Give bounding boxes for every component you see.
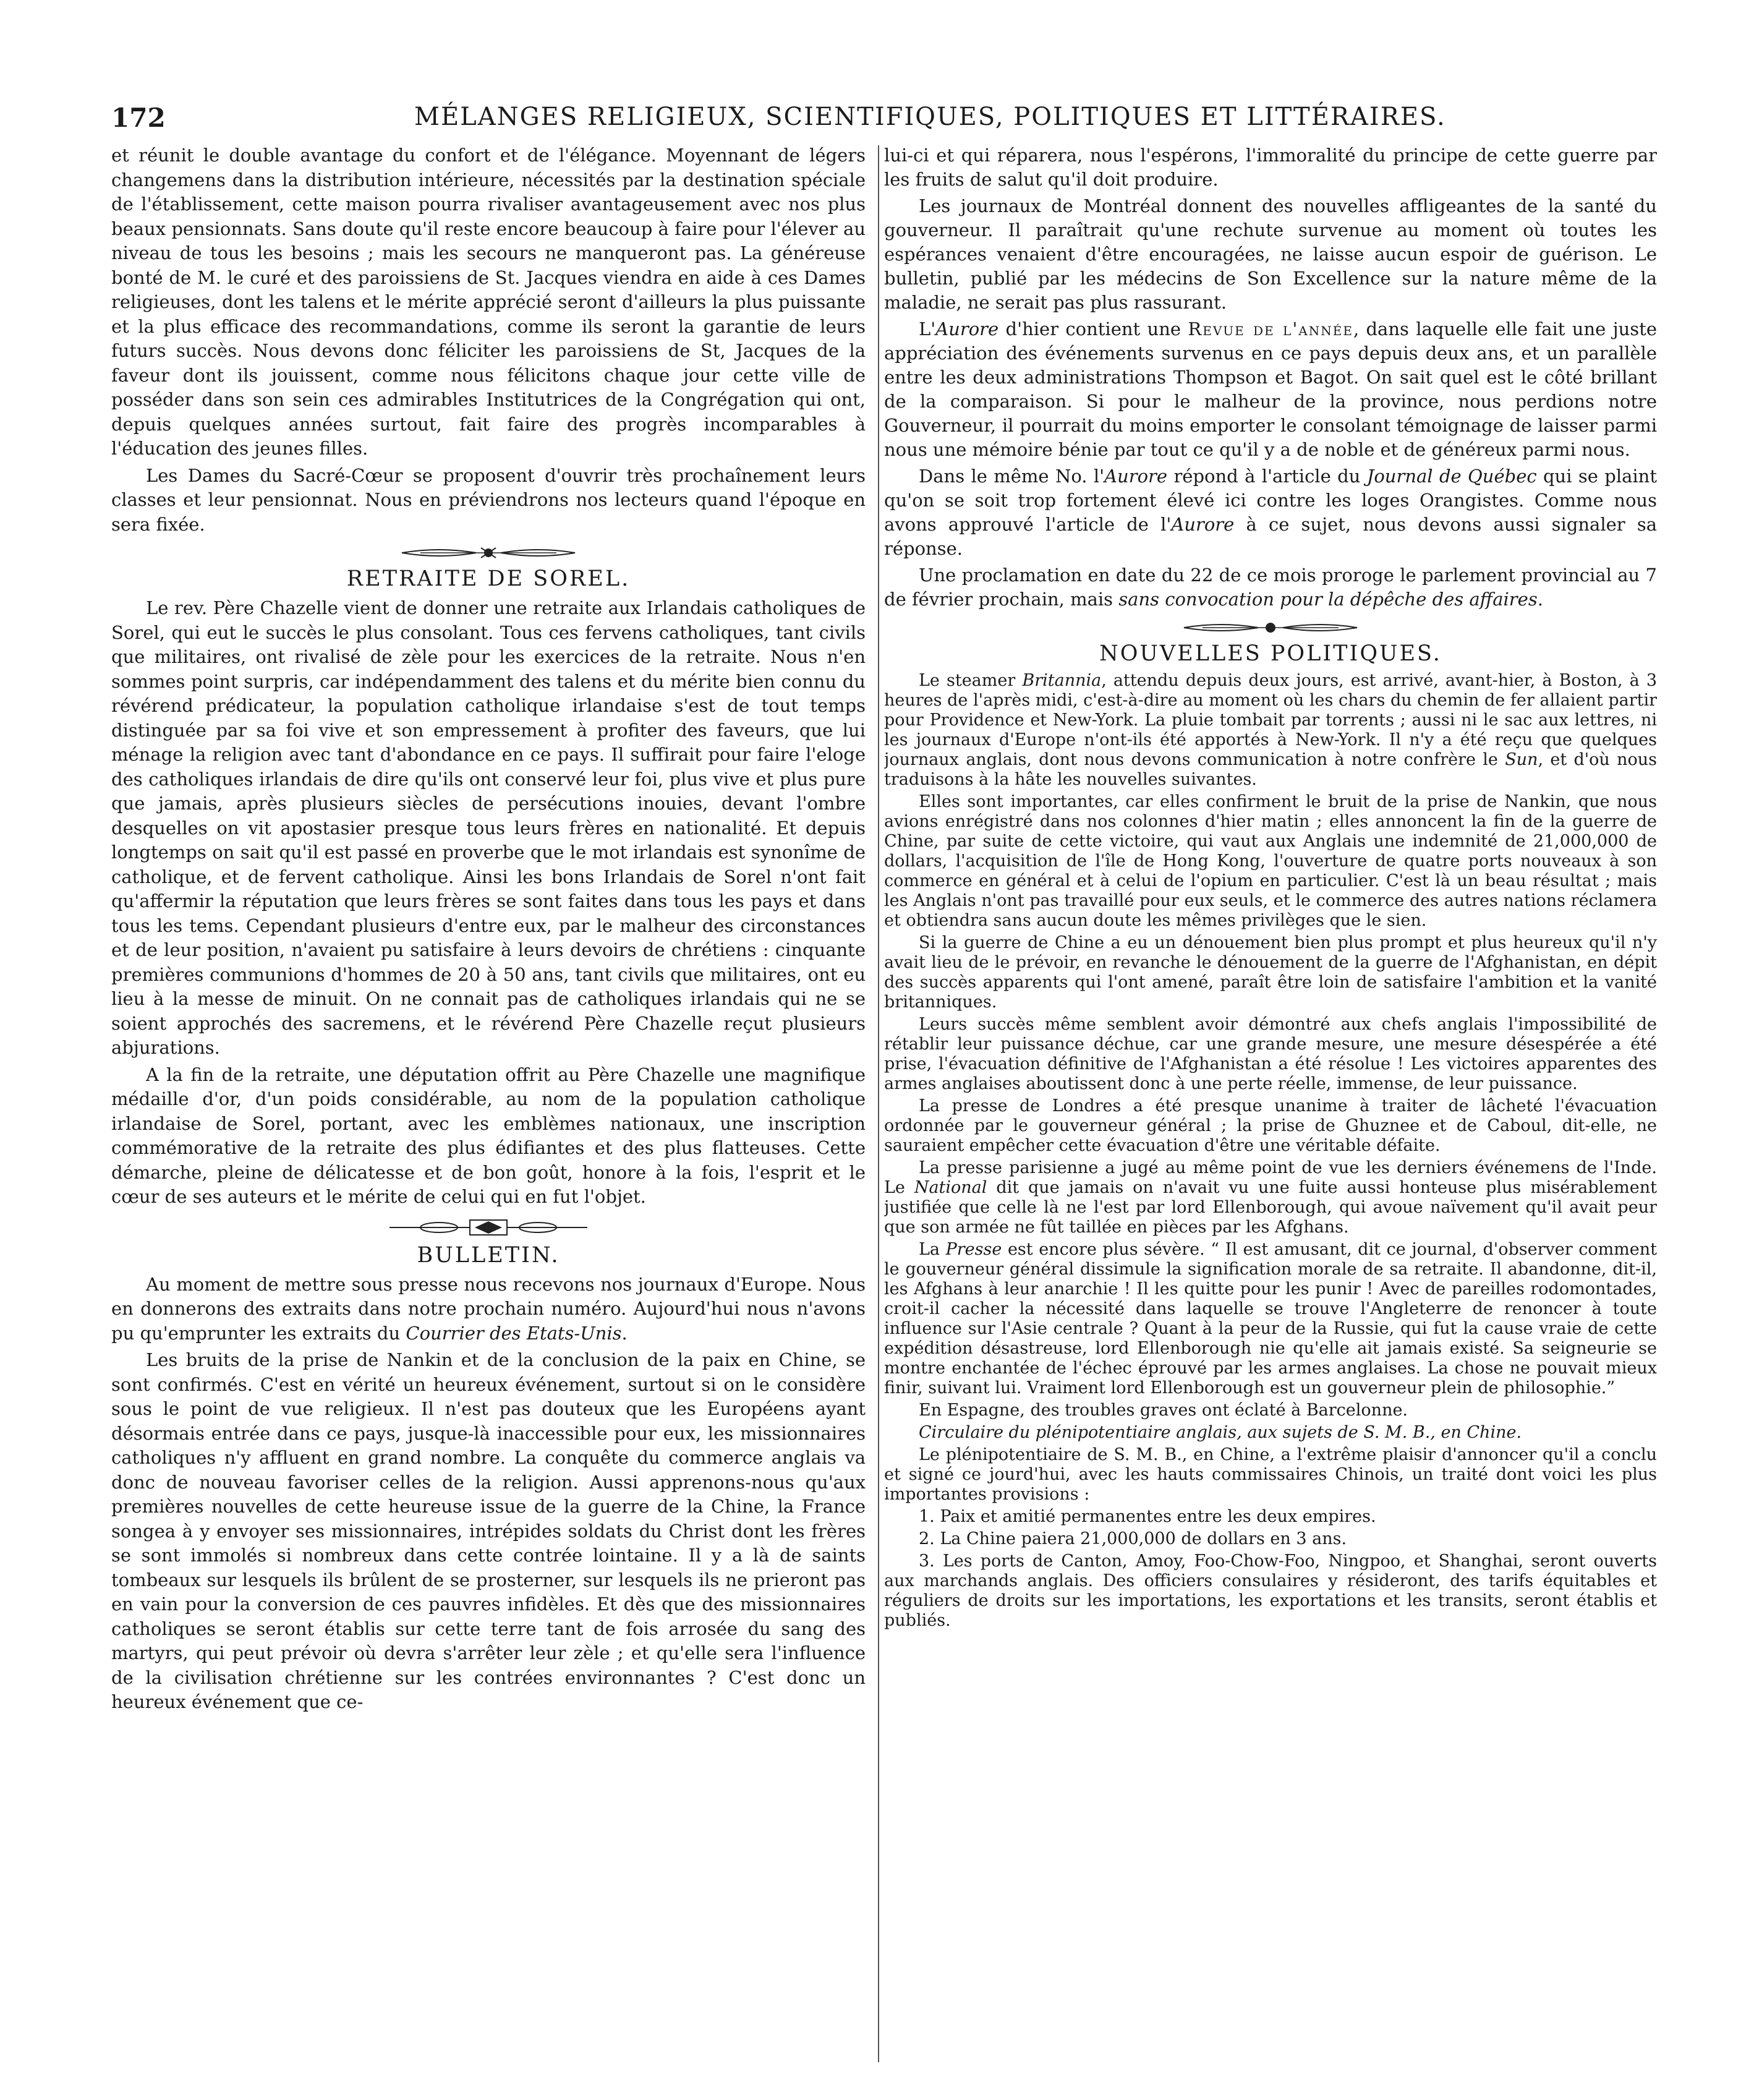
- italic-text: Aurore: [1104, 466, 1168, 487]
- paragraph: Le rev. Père Chazelle vient de donner une retraite aux Irlandais catholiques de Sorel, qui eut le succès le plus consolant. Tous ces fervens catholiques, tant civils que militaires, ont rivalisé de zèle pour les exercices de la retraite. Nous n'en sommes point surpris, car indépendamment des talens et du mérite bien connu du révérend prédicateur, la population catholique irlandaise s'est de tout temps distinguée par sa foi vive et son empressement à profiter des faveurs, que lui ménage la religion avec tant d'abondance en ce pays. Il suffirait pour faire l'eloge des catholiques irlandais de dire qu'ils ont conservé leur foi, plus vive et plus pure que jamais, après plusieurs siècles de persécutions inouies, devant l'ombre desquelles on vit apostasier presque tous leurs frères en nationalité. Et depuis longtemps on sait qu'il est passé en proverbe que le mot irlandais est synonîme de catholique, et de fervent catholique. Ainsi les bons Irlandais de Sorel n'ont fait qu'affermir la réputation que leurs frères se sont faites dans tous les pays et dans tous les tems. Cependant plusieurs d'entre eux, par le malheur des circonstances et de leur position, n'avaient pu satisfaire à leurs devoirs de chrétiens : cinquante premières communions d'hommes de 20 à 50 ans, tant civils que militaires, ont eu lieu à la messe de minuit. On ne connait pas de catholiques irlandais qui ne se soient approchés des sacremens, et le révérend Père Chazelle reçut plusieurs abjurations.: [111, 597, 866, 1058]
- page-number: 172: [111, 103, 166, 133]
- ornament-divider: [884, 620, 1657, 638]
- section-heading: BULLETIN.: [417, 1242, 560, 1268]
- italic-text: National: [914, 1178, 987, 1197]
- italic-text: Journal de Québec: [1366, 466, 1537, 487]
- paragraph: Elles sont importantes, car elles confirment le bruit de la prise de Nankin, que nous avions enrégistré dans nos colonnes d'hier matin ; elles annoncent la fin de la guerre de Chine, par suite de cette victoire, qui vaut aux Anglais une indemnité de 21,000,000 de dollars, l'acquisition de l'île de Hong Kong, l'ouverture de quatre ports nouveaux à son commerce en général et à celui de l'opium en particulier. C'est là un beau résultat ; mais les Anglais n'ont pas travaillé pour eux seuls, et le commerce des autres nations réclamera et obtiendra sans aucun doute les mêmes privilèges que le sien.: [884, 792, 1657, 930]
- paragraph: Le plénipotentiaire de S. M. B., en Chine, a l'extrême plaisir d'annoncer qu'il a conclu et signé ce jourd'hui, avec les hauts commissaires Chinois, un traité dont voici les plus importantes provisions :: [884, 1445, 1657, 1504]
- text-run: Dans le même No. l': [919, 466, 1105, 487]
- paragraph: [884, 671, 1657, 790]
- italic-text: Sun: [1505, 750, 1538, 769]
- text-run: d'hier contient une: [998, 318, 1188, 339]
- italic-text: Aurore: [1171, 514, 1235, 535]
- text-run: La presse parisienne a jugé au même point de vue les derniers événemens de l'Inde. Le: [884, 1158, 1657, 1197]
- ornament-divider: [111, 545, 866, 563]
- paragraph: Les Dames du Sacré-Cœur se proposent d'ouvrir très prochaînement leurs classes et leur pensionnat. Nous en préviendrons nos lecteurs quand l'époque en sera fixée.: [111, 464, 866, 535]
- text-run: La: [919, 1240, 946, 1259]
- text-run: à ce sujet, nous devons aussi signaler sa réponse.: [884, 514, 1657, 559]
- ornament-divider: [111, 1218, 866, 1239]
- text-run: qui se plaint qu'on se soit trop fortement élevé ici contre les loges Orangistes. Comme nous avons approuvé l'article de l': [884, 466, 1657, 535]
- paragraph: [884, 563, 1657, 612]
- text-run: .: [621, 1322, 628, 1344]
- page-header: [111, 103, 1663, 140]
- paragraph: Les journaux de Montréal donnent des nouvelles affligeantes de la santé du gouverneur. Il paraîtrait qu'une rechute survenue au moment où toutes les espérances venaient d'être encouragées, ne laisse aucun espoir de guérison. Le bulletin, publié par les médecins de Son Excellence sur la nature même de la maladie, ne serait pas plus rassurant.: [884, 195, 1657, 313]
- text-run: .: [1537, 589, 1543, 610]
- paragraph: [884, 1240, 1657, 1398]
- paragraph: Si la guerre de Chine a eu un dénouement bien plus prompt et plus heureux qu'il n'y avait lieu de le prévoir, en revanche le dénouement de la guerre de l'Afghanistan, en dépit des succès apparents qui l'ont amené, paraît être loin de satisfaire l'ambition et la vanité britanniques.: [884, 933, 1657, 1012]
- italic-text: Courrier des Etats-Unis: [406, 1322, 622, 1344]
- paragraph: lui-ci et qui réparera, nous l'espérons, l'immoralité du principe de cette guerre par les fruits de salut qu'il doit produire.: [884, 145, 1657, 190]
- paragraph: et réunit le double avantage du confort et de l'élégance. Moyennant de légers changemens dans la distribution intérieure, nécessités par la destination spéciale de l'établissement, cette maison pourra rivaliser avantageusement avec nos plus beaux pensionnats. Sans doute qu'il reste encore beaucoup à faire pour l'élever au niveau de tous les besoins ; mais les secours ne manqueront pas. La généreuse bonté de M. le curé et des paroissiens de St. Jacques viendra en aide à ces Dames religieuses, dont les talens et le mérite apprécié seront d'ailleurs la plus puissante et la plus efficace des recommandations, comme ils seront la garantie de leurs futurs succès. Nous devons donc féliciter les paroissiens de St, Jacques de la faveur dont ils jouissent, comme nous félicitons chaque jour cette ville de posséder dans son sein ces admirables Institutrices de la Congrégation qui ont, depuis quelques années surtout, fait faire des progrès incomparables à l'éducation des jeunes filles.: [111, 145, 866, 459]
- italic-text: Aurore: [935, 318, 999, 339]
- text-run: Une proclamation en date du 22 de ce mois proroge le parlement provincial au 7 de février prochain, mais: [884, 565, 1657, 610]
- circular-title: [884, 1423, 1657, 1443]
- left-column: [111, 143, 866, 2067]
- paragraph: [884, 317, 1657, 462]
- text-run: est encore plus sévère. “ Il est amusant, dit ce journal, d'observer comment le gouverneur général dissimule la signification morale de sa retraite. Il abandonne, dit-il, les Afghans à leur anarchie ! Il les quitte pour les punir ! Avec de pareilles rodomontades, croit-il cacher la nécessité dans laquelle se trouve l'Angleterre de renoncer à toute influence sur l'Asie centrale ? Quant à la peur de la Russie, qui fut la cause vraie de cette expédition désastreuse, lord Ellenborough nie qu'elle ait jamais existé. Sa seigneurie se montre enchantée de l'échec éprouvé par les armes anglaises. La chose ne pouvait mieux finir, suivant lui. Vraiment lord Ellenborough est un gouverneur plein de philosophie.”: [884, 1240, 1657, 1398]
- section-heading: NOUVELLES POLITIQUES.: [1099, 641, 1442, 666]
- text-run: Au moment de mettre sous presse nous recevons nos journaux d'Europe. Nous en donnerons des extraits dans notre prochain numéro. Aujourd'hui nous n'avons pu qu'emprunter les extraits du: [111, 1273, 866, 1344]
- paragraph: Leurs succès même semblent avoir démontré aux chefs anglais l'impossibilité de rétablir leur puissance déchue, car une grande mesure, une mesure désespérée a été prise, l'évacuation définitive de l'Afghanistan a été résolue ! Les victoires apparentes des armes anglaises aboutissent donc à une perte réelle, immense, de leur puissance.: [884, 1015, 1657, 1093]
- text-run: Le steamer: [919, 671, 1023, 690]
- italic-text: Britannia: [1022, 671, 1102, 690]
- running-title: MÉLANGES RELIGIEUX, SCIENTIFIQUES, POLITIQUES ET LITTÉRAIRES.: [414, 103, 1446, 131]
- list-item: 2. La Chine paiera 21,000,000 de dollars en 3 ans.: [919, 1529, 1347, 1548]
- paragraph: En Espagne, des troubles graves ont éclaté à Barcelonne.: [919, 1401, 1408, 1420]
- italic-text: Circulaire du plénipotentiaire anglais, aux sujets de S. M. B., en Chine.: [919, 1423, 1522, 1442]
- list-item: 3. Les ports de Canton, Amoy, Foo-Chow-Foo, Ningpoo, et Shanghai, seront ouverts aux marchands anglais. Des officiers consulaires y résideront, des tarifs équitables et réguliers de droits sur les importations, les exportations et les transits, seront établis et publiés.: [884, 1552, 1657, 1630]
- paragraph: A la fin de la retraite, une députation offrit au Père Chazelle une magnifique médaille d'or, d'un poids considérable, au nom de la population catholique irlandaise de Sorel, portant, avec les emblèmes nationaux, une inscription commémorative de la retraite des plus édifiantes et des plus flatteuses. Cette démarche, pleine de délicatesse et de bon goût, honore à la fois, l'esprit et le cœur de ses auteurs et le mérite de celui qui en fut l'objet.: [111, 1064, 866, 1207]
- list-item: 1. Paix et amitié permanentes entre les deux empires.: [919, 1507, 1376, 1526]
- text-run: L': [919, 318, 936, 339]
- paragraph: [884, 1158, 1657, 1237]
- italic-text: sans convocation pour la dépêche des affaires: [1118, 589, 1538, 610]
- paragraph: Les bruits de la prise de Nankin et de la conclusion de la paix en Chine, se sont confirmés. C'est en vérité un heureux événement, surtout si on le considère sous le point de vue religieux. Il n'est pas douteux que les Européens ayant désormais entrée dans ce pays, jusque-là inaccessible pour eux, les missionnaires catholiques n'y affluent en grand nombre. La conquête du commerce anglais va donc de nouveau favoriser celles de la religion. Aussi apprenons-nous qu'aux premières nouvelles de cette heureuse issue de la guerre de la Chine, la France songea à y envoyer ses missionnaires, intrépides soldats du Christ dont les frères se sont immolés si nombreux dans cette contrée lointaine. Il y a là de saints tombeaux sur lesquels ils brûlent de se prosterner, sur lesquels ils ne prieront pas en vain pour la conversion de ces pauvres infidèles. Et dès que des missionnaires catholiques se seront établis sur cette terre tant de fois arrosée du sang des martyrs, qui peut prévoir où devra s'arrêter leur zèle ; et qu'elle sera l'influence de la civilisation chrétienne sur les contrées environnantes ? C'est donc un heureux événement que ce-: [111, 1349, 866, 1712]
- small-caps-text: Revue de l'année: [1188, 318, 1353, 339]
- section-heading: RETRAITE DE SOREL.: [346, 566, 631, 591]
- paragraph: [111, 1273, 866, 1346]
- paragraph: La presse de Londres a été presque unanime à traiter de lâcheté l'évacuation ordonnée par le gouverneur général ; la prise de Ghuznee et de Caboul, dit-elle, ne sauraient empêcher cette évacuation d'être une véritable défaite.: [884, 1096, 1657, 1155]
- right-column: [884, 143, 1657, 2067]
- column-rule: [878, 145, 879, 2062]
- italic-text: Presse: [945, 1240, 1002, 1259]
- text-run: , attendu depuis deux jours, est arrivé, avant-hier, à Boston, à 3 heures de l'après midi, c'est-à-dire au moment où les chars du chemin de fer allaient partir pour Providence et New-York. La pluie tombait par torrents ; aussi ni le sac aux lettres, ni les journaux d'Europe n'ont-ils été apportés à New-York. Il n'y a été reçu que quelques journaux anglais, dont nous devons communication à notre confrère le: [884, 671, 1657, 769]
- text-run: , et d'où nous traduisons à la hâte les nouvelles suivantes.: [884, 750, 1657, 789]
- paragraph: [884, 464, 1657, 561]
- text-run: dit que jamais on n'avait vu une fuite aussi honteuse plus misérablement justifiée que celle là ne l'est par lord Ellenborough, qui avoue naïvement qu'il avait peur que son armée ne fût taillée en pièces par les Afghans.: [884, 1178, 1657, 1237]
- text-run: répond à l'article du: [1167, 466, 1367, 487]
- text-run: , dans laquelle elle fait une juste appréciation des événements survenus en ce pays depuis deux ans, et un parallèle entre les deux administrations Thompson et Bagot. On sait quel est le côté brillant de la comparaison. Si pour le malheur de la province, nous perdions notre Gouverneur, il pourrait du moins emporter le consolant témoignage de laisser parmi nous une mémoire bénie par tout ce qu'il y a de noble et de généreux parmi nous.: [884, 318, 1657, 460]
